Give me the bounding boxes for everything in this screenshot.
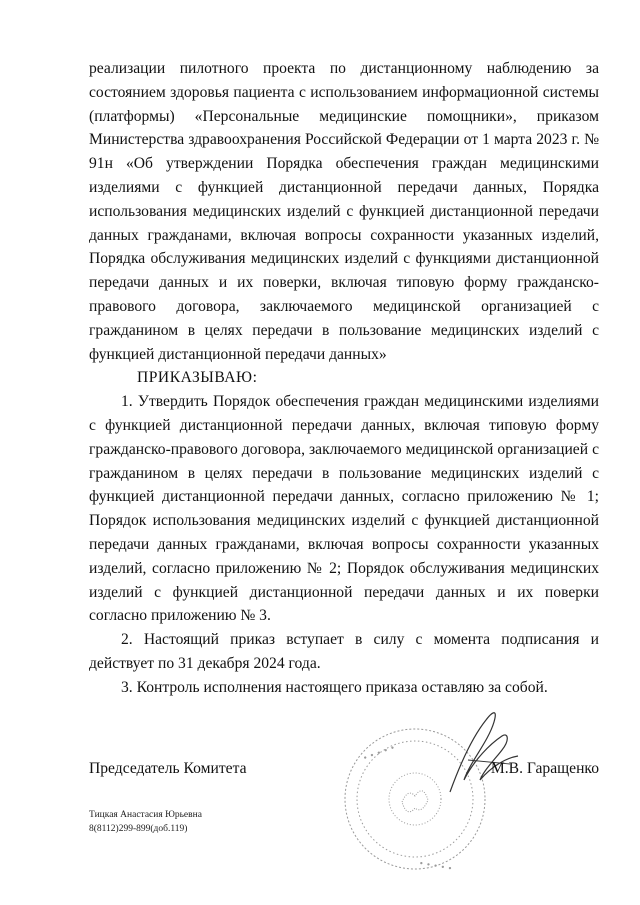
document-body xyxy=(89,57,599,700)
order-item-3: 3. Контроль исполнения настоящего приказа оставляю за собой. xyxy=(121,678,548,696)
signatory-position: Председатель Комитета xyxy=(89,760,247,777)
order-heading: ПРИКАЗЫВАЮ: xyxy=(137,369,258,387)
svg-text:• • • • •: • • • • • xyxy=(361,743,397,764)
executor-info xyxy=(89,808,202,836)
order-item-2: 2. Настоящий приказ вступает в силу с момента подписания и действует по 31 декабря 2024 года. xyxy=(89,631,599,672)
order-item-1: 1. Утвердить Порядок обеспечения граждан медицинскими изделиями с функцией дистанционной передачи данных, включая типовую форму гражданско-правового договора, заключаемого медицинской организацией с гражданином в целях передачи в пользование медицинских изделий с функцией дистанционной передачи данных, согласно приложению № 1; Порядок использования медицинских изделий с функцией дистанционной передачи данных гражданами, включая вопросы сохранности указанных изделий, согласно приложению № 2; Порядок обслуживания медицинских изделий с функцией дистанционной передачи данных и их поверки согласно приложению № 3. xyxy=(89,393,599,625)
executor-phone: 8(8112)299-899(доб.119) xyxy=(89,824,188,834)
svg-text:• • • • •: • • • • • xyxy=(418,858,453,874)
preamble-paragraph: реализации пилотного проекта по дистанционному наблюдению за состоянием здоровья пациента с использованием информационной системы (платформы) «Персональные медицинские помощники», приказом Министерства здравоохранения Российской Федерации от 1 марта 2023 г. № 91н «Об утверждении Порядка обеспечения граждан медицинскими изделиями с функцией дистанционной передачи данных, Порядка использования медицинских изделий с функцией дистанционной передачи данных гражданами, включая вопросы сохранности указанных изделий, Порядка обслуживания медицинских изделий с функциями дистанционной передачи данных и их поверки, включая типовую форму гражданско-правового договора, заключаемого медицинской организацией с гражданином в целях передачи в пользование медицинских изделий с функцией дистанционной передачи данных» xyxy=(89,60,599,363)
signatory-name: М.В. Гаращенко xyxy=(490,760,599,777)
executor-name: Тицкая Анастасия Юрьевна xyxy=(89,810,202,820)
handwritten-signature xyxy=(440,700,530,800)
signature-block xyxy=(89,760,599,784)
